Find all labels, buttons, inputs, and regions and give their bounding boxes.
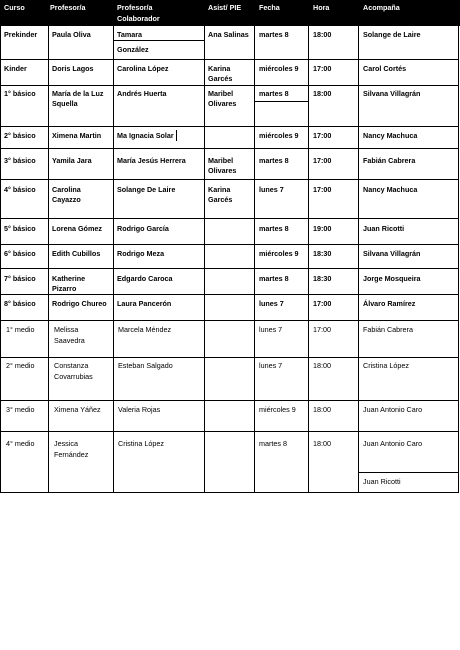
cell-profesor: Yamila Jara [52, 156, 92, 165]
cell-profesor-line2: Fernández [54, 450, 89, 459]
cell-profesor-line2: Pizarro [52, 284, 77, 293]
cell-fecha: miércoles 9 [259, 64, 299, 73]
cell-hora: 18:30 [313, 274, 332, 283]
cell-curso: 4° básico [4, 185, 36, 194]
cell-fecha: martes 8 [259, 30, 289, 39]
header-hora: Hora [313, 3, 330, 12]
cell-fecha: martes 8 [259, 89, 289, 98]
header-fecha: Fecha [259, 3, 280, 12]
cell-profesor: Lorena Gómez [52, 224, 102, 233]
cell-profesor-line2: Saavedra [54, 336, 85, 345]
cell-colaborador: Solange De Laire [117, 185, 176, 194]
cell-acompana: Solange de Laire [363, 30, 421, 39]
header-acompana: Acompaña [363, 3, 400, 12]
cell-profesor: Paula Oliva [52, 30, 91, 39]
cell-profesor: Rodrigo Chureo [52, 299, 107, 308]
cell-hora: 18:00 [313, 405, 331, 414]
cell-fecha: miércoles 9 [259, 405, 296, 414]
cell-curso: 4° medio [6, 439, 35, 448]
cell-curso: Prekinder [4, 30, 38, 39]
cell-acompana: Silvana Villagrán [363, 249, 421, 258]
cell-curso: 1° básico [4, 89, 36, 98]
cell-acompana: Juan Ricotti [363, 224, 405, 233]
header-curso: Curso [4, 3, 25, 12]
cell-acompana: Fabián Cabrera [363, 156, 416, 165]
cell-fecha: lunes 7 [259, 185, 284, 194]
cell-asist-line2: Garcés [208, 74, 233, 83]
cell-colaborador: María Jesús Herrera [117, 156, 186, 165]
cell-acompana: Jorge Mosqueira [363, 274, 421, 283]
cell-profesor: Constanza [54, 361, 89, 370]
cell-asist: Karina [208, 185, 231, 194]
cell-curso: 6° básico [4, 249, 36, 258]
cell-curso: 2° básico [4, 131, 36, 140]
cell-acompana: Juan Antonio Caro [363, 439, 423, 448]
cell-acompana-line2: Juan Ricotti [363, 477, 401, 486]
cell-profesor-line2: Squella [52, 99, 78, 108]
cell-profesor: Jessica [54, 439, 78, 448]
cell-colaborador: Rodrigo Meza [117, 249, 165, 258]
cell-profesor: Carolina [52, 185, 81, 194]
cell-colaborador: Carolina López [117, 64, 169, 73]
cell-hora: 17:00 [313, 131, 332, 140]
cell-fecha: miércoles 9 [259, 249, 299, 258]
cell-fecha: martes 8 [259, 274, 289, 283]
cell-asist-line2: Olivares [208, 166, 237, 175]
cell-profesor: Melissa [54, 325, 79, 334]
header-colaborador: Profesor/a [117, 3, 153, 12]
cell-fecha: lunes 7 [259, 299, 284, 308]
cell-hora: 17:00 [313, 299, 332, 308]
cell-acompana: Fabián Cabrera [363, 325, 413, 334]
cell-acompana: Álvaro Ramírez [363, 299, 416, 308]
cell-hora: 18:00 [313, 89, 332, 98]
header-profesor: Profesor/a [50, 3, 86, 12]
cell-hora: 17:00 [313, 325, 331, 334]
header-colaborador-line2: Colaborador [117, 14, 160, 23]
cell-fecha: lunes 7 [259, 325, 283, 334]
cell-profesor: Katherine [52, 274, 86, 283]
cell-hora: 18:00 [313, 30, 332, 39]
cell-curso: Kinder [4, 64, 27, 73]
cell-curso: 7° básico [4, 274, 36, 283]
cell-hora: 18:30 [313, 249, 332, 258]
cell-fecha: martes 8 [259, 224, 289, 233]
cell-profesor: Ximena Yáñez [54, 405, 101, 414]
cell-profesor: Ximena Martin [52, 131, 102, 140]
cell-curso: 1° medio [6, 325, 35, 334]
cell-hora: 17:00 [313, 185, 332, 194]
cell-hora: 18:00 [313, 439, 331, 448]
cell-curso: 3° medio [6, 405, 35, 414]
cell-asist: Maribel [208, 156, 234, 165]
cell-acompana: Juan Antonio Caro [363, 405, 423, 414]
cell-acompana: Nancy Machuca [363, 131, 418, 140]
cell-colaborador-line2: González [117, 45, 149, 54]
cell-asist: Maribel [208, 89, 234, 98]
cell-asist: Ana Salinas [208, 30, 249, 39]
cell-colaborador: Andrés Huerta [117, 89, 167, 98]
cell-hora: 17:00 [313, 64, 332, 73]
cell-colaborador: Marcela Méndez [118, 325, 172, 334]
cell-colaborador: Valeria Rojas [118, 405, 161, 414]
cell-colaborador: Ma Ignacia Solar [117, 130, 177, 141]
cell-curso: 5° básico [4, 224, 36, 233]
cell-hora: 18:00 [313, 361, 331, 370]
cell-asist-line2: Olivares [208, 99, 237, 108]
cell-colaborador: Tamara [117, 30, 143, 39]
cell-colaborador: Laura Pancerón [117, 299, 172, 308]
cell-acompana: Silvana Villagrán [363, 89, 421, 98]
cell-fecha: martes 8 [259, 156, 289, 165]
cell-fecha: martes 8 [259, 439, 287, 448]
cell-colaborador: Rodrigo García [117, 224, 169, 233]
cell-profesor: Edith Cubillos [52, 249, 101, 258]
cell-curso: 3° básico [4, 156, 36, 165]
cell-colaborador: Edgardo Caroca [117, 274, 173, 283]
cell-profesor-line2: Cayazzo [52, 195, 81, 204]
cell-hora: 19:00 [313, 224, 332, 233]
cell-asist-line2: Garcés [208, 195, 233, 204]
cell-asist: Karina [208, 64, 231, 73]
cell-acompana: Nancy Machuca [363, 185, 418, 194]
cell-acompana: Carol Cortés [363, 64, 407, 73]
cell-curso: 2° medio [6, 361, 35, 370]
cell-colaborador: Esteban Salgado [118, 361, 173, 370]
cell-profesor: María de la Luz [52, 89, 104, 98]
cell-hora: 17:00 [313, 156, 332, 165]
header-asist-pie: Asist/ PIE [208, 3, 242, 12]
cell-colaborador: Cristina López [118, 439, 164, 448]
cell-fecha: lunes 7 [259, 361, 283, 370]
cell-profesor: Doris Lagos [52, 64, 94, 73]
cell-acompana: Cristina López [363, 361, 409, 370]
cell-curso: 8° básico [4, 299, 36, 308]
cell-fecha: miércoles 9 [259, 131, 299, 140]
cell-profesor-line2: Covarrubias [54, 372, 93, 381]
